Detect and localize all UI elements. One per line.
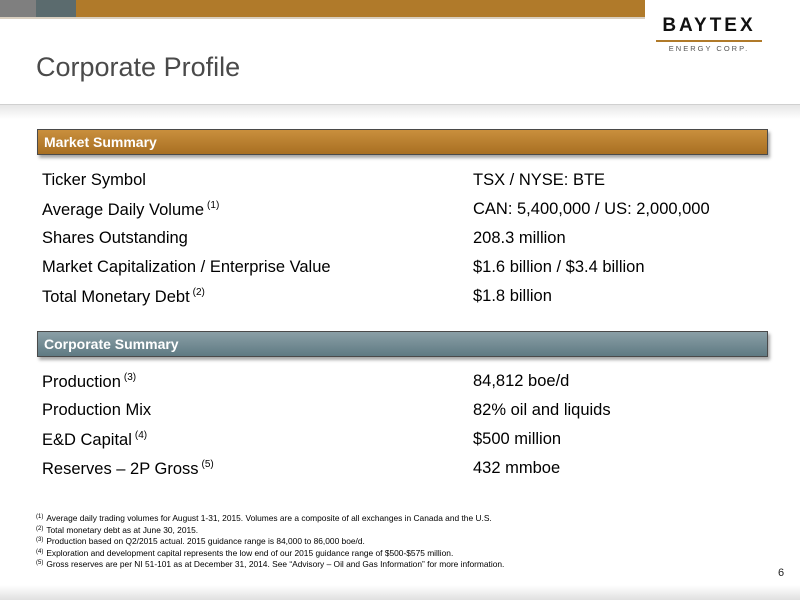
row-value: 208.3 million — [473, 229, 566, 247]
footnote-text: Exploration and development capital represents the low end of our 2015 guidance range of $500-$575 million. — [46, 547, 454, 558]
footnote-marker: (2) — [192, 287, 205, 298]
footnote-item — [36, 558, 776, 570]
summary-row — [42, 229, 762, 258]
row-label — [42, 171, 146, 190]
summary-row — [42, 258, 762, 287]
summary-row — [42, 372, 762, 401]
market-summary-list — [42, 171, 762, 316]
footnote-text: Average daily trading volumes for August 1-31, 2015. Volumes are a composite of all exchanges in Canada and the U.S. — [46, 513, 492, 523]
footnote-item — [36, 512, 776, 524]
footnote-number: (3) — [36, 537, 44, 544]
row-value: $500 million — [473, 430, 562, 448]
row-value: $1.6 billion / $3.4 billion — [473, 258, 645, 276]
row-value: CAN: 5,400,000 / US: 2,000,000 — [473, 200, 710, 218]
row-label-text: Reserves – 2P Gross — [42, 460, 199, 478]
footnote-item — [36, 547, 776, 559]
bottom-band — [0, 585, 800, 600]
row-label-text: E&D Capital — [42, 431, 132, 449]
top-decorative-strip — [0, 0, 645, 17]
footnote-text: Production based on Q2/2015 actual. 2015 guidance range is 84,000 to 86,000 boe/d. — [46, 536, 365, 547]
row-label-text: Production Mix — [42, 401, 152, 419]
row-label-text: Average Daily Volume — [42, 201, 205, 219]
corporate-summary-header: Corporate Summary — [37, 331, 768, 357]
footnote-number: (4) — [36, 548, 44, 555]
market-summary-header: Market Summary — [37, 129, 768, 155]
footnotes-list — [36, 512, 776, 570]
row-value: $1.8 billion — [473, 287, 552, 305]
strip-segment-gold — [76, 0, 645, 17]
footnote-number: (2) — [36, 525, 44, 532]
footnote-marker: (1) — [207, 200, 220, 211]
page-number: 6 — [778, 567, 785, 579]
footnote-number: (1) — [36, 514, 44, 520]
summary-row — [42, 401, 762, 430]
row-label — [42, 258, 331, 277]
footnote-item — [36, 524, 776, 536]
row-label-text: Total Monetary Debt — [42, 288, 190, 306]
row-label — [42, 459, 214, 479]
strip-segment-slate — [36, 0, 76, 17]
footnote-marker: (5) — [201, 459, 214, 470]
summary-row — [42, 287, 762, 316]
logo-wordmark: BAYTEX — [662, 15, 756, 36]
row-label — [42, 430, 147, 450]
row-value: 82% oil and liquids — [473, 401, 611, 419]
row-label — [42, 229, 188, 248]
row-label-text: Market Capitalization / Enterprise Value — [42, 258, 331, 276]
summary-row — [42, 430, 762, 459]
row-value: 84,812 boe/d — [473, 372, 570, 390]
row-value: TSX / NYSE: BTE — [473, 171, 606, 189]
footnote-number: (5) — [36, 560, 44, 567]
logo-subtitle: ENERGY CORP. — [668, 44, 750, 53]
row-label — [42, 200, 219, 220]
footnote-marker: (4) — [134, 430, 148, 441]
strip-segment-gray — [0, 0, 36, 17]
title-divider-band — [0, 104, 800, 119]
row-label — [42, 287, 205, 307]
footnote-marker: (3) — [123, 372, 137, 383]
footnote-text: Total monetary debt as at June 30, 2015. — [46, 524, 199, 535]
row-label — [42, 372, 136, 392]
logo-rule — [656, 40, 762, 42]
footnote-text: Gross reserves are per NI 51-101 as at December 31, 2014. See “Advisory – Oil and Gas Information” for more information. — [46, 559, 505, 570]
strip-underline — [0, 17, 645, 19]
row-value: 432 mmboe — [473, 459, 561, 477]
baytex-logo — [648, 10, 770, 56]
row-label-text: Production — [42, 373, 121, 391]
summary-row — [42, 200, 762, 229]
summary-row — [42, 171, 762, 200]
row-label-text: Ticker Symbol — [42, 171, 146, 189]
summary-row — [42, 459, 762, 488]
footnote-item — [36, 535, 776, 547]
corporate-summary-list — [42, 372, 762, 488]
row-label — [42, 401, 151, 420]
row-label-text: Shares Outstanding — [42, 229, 188, 247]
page-title: Corporate Profile — [36, 52, 241, 82]
